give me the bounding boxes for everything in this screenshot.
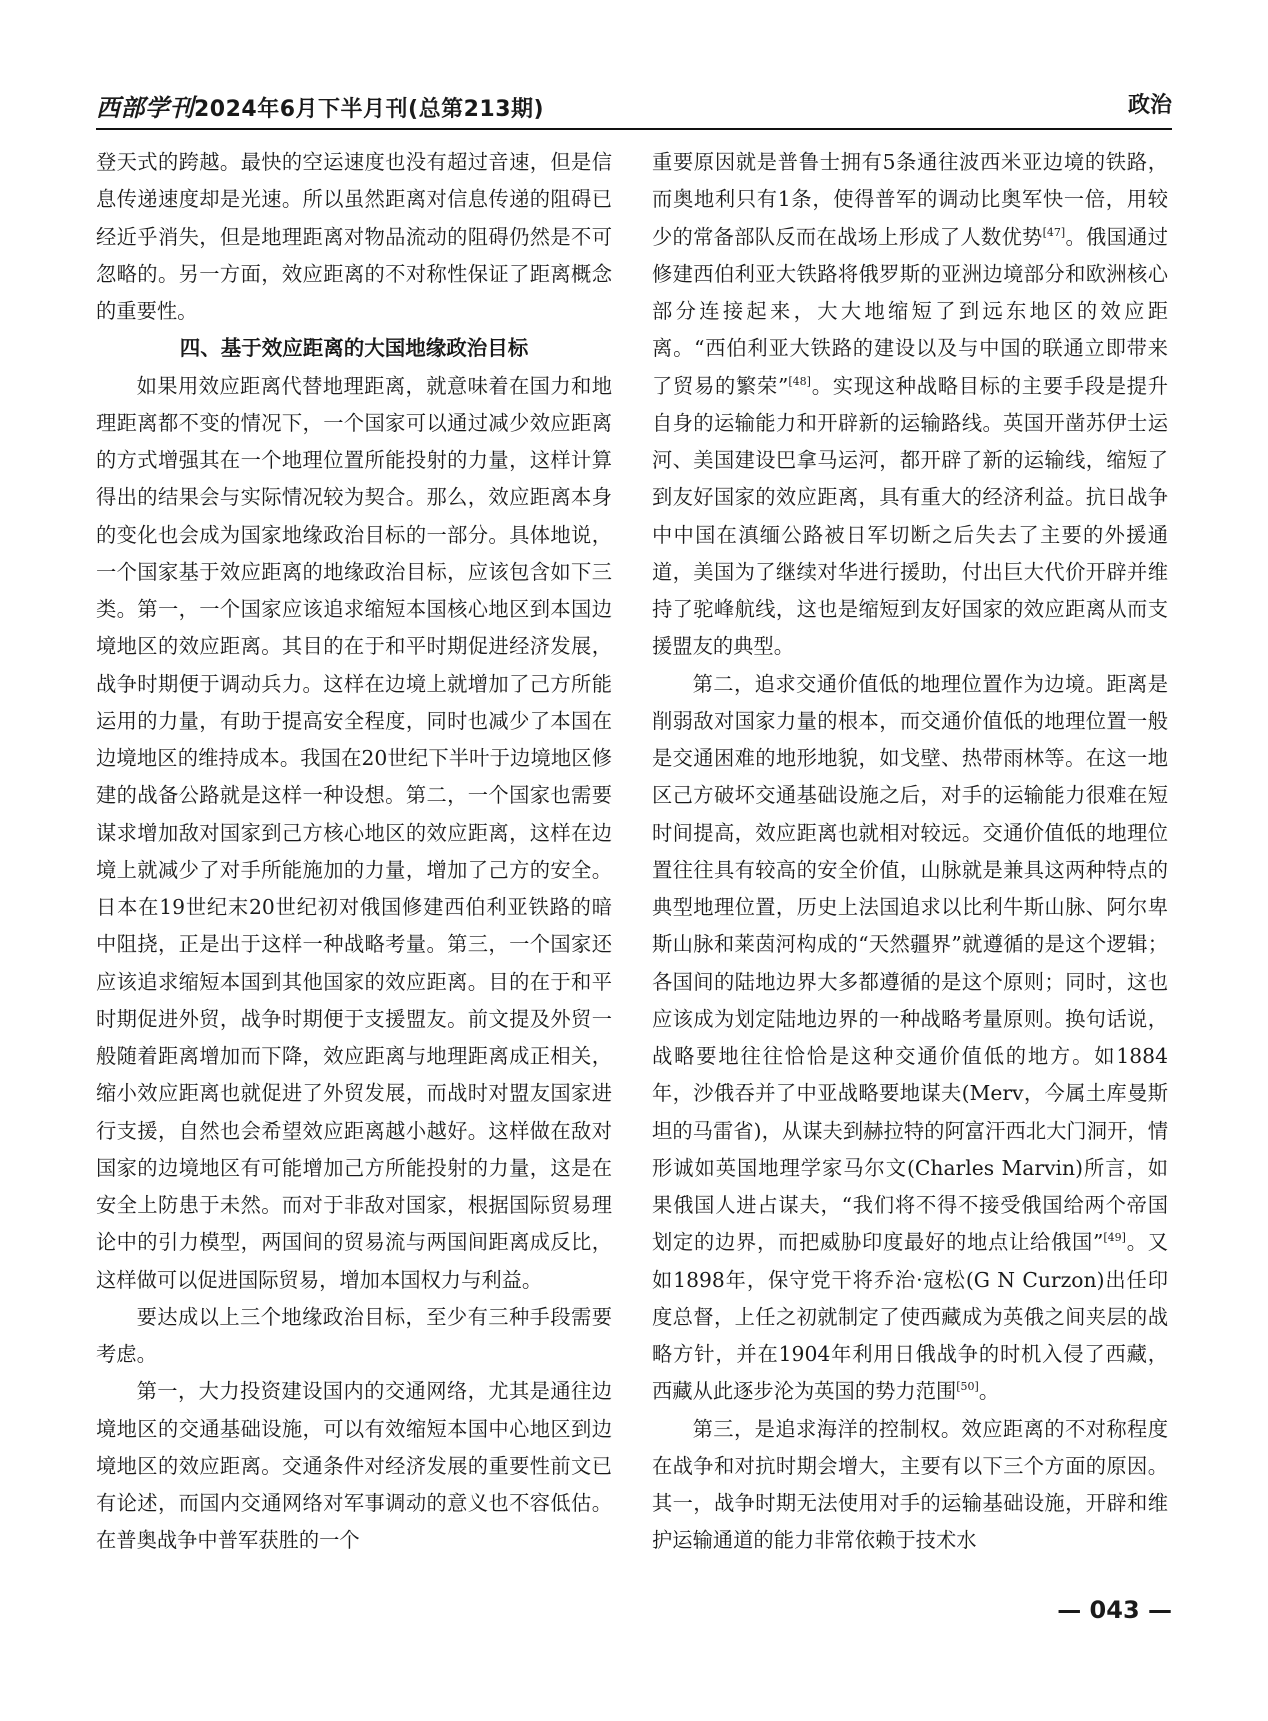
citation-ref: [47] — [1042, 225, 1066, 239]
citation-ref: [49] — [1103, 1231, 1126, 1245]
paragraph: 要达成以上三个地缘政治目标，至少有三种手段需要考虑。 — [96, 1304, 612, 1366]
right-column — [652, 144, 1168, 1560]
citation-ref: [48] — [788, 374, 811, 388]
text-run: 。 — [978, 1379, 1000, 1404]
section-label: 政治 — [1127, 93, 1172, 118]
citation-ref: [50] — [956, 1380, 979, 1394]
text-run: 。又如1898年，保守党干将乔治·寇松(G N Curzon)出任印度总督，上任之初就制定了使西藏成为英俄之间夹层的战略方针，并在1904年利用日俄战争的时机入侵了西藏，西藏从此逐步沦为英国的势力范围 — [652, 1230, 1168, 1404]
section-heading: 四、基于效应距离的大国地缘政治目标 — [179, 336, 529, 361]
issue-info: 2024年6月下半月刊(总第213期) — [194, 97, 545, 122]
paragraph: 第一，大力投资建设国内的交通网络，尤其是通往边境地区的交通基础设施，可以有效缩短本国中心地区到边境地区的效应距离。交通条件对经济发展的重要性前文已有论述，而国内交通网络对军事调动的意义也不容低估。在普奥战争中普军获胜的一个 — [96, 1379, 612, 1553]
page-number: — 043 — — [1057, 1596, 1172, 1624]
text-run: 第二，追求交通价值低的地理位置作为边境。距离是削弱敌对国家力量的根本，而交通价值低的地理位置一般是交通困难的地形地貌，如戈壁、热带雨林等。在这一地区己方破坏交通基础设施之后，对手的运输能力很难在短时间提高，效应距离也就相对较远。交通价值低的地理位置往往具有较高的安全价值，山脉就是兼具这两种特点的典型地理位置，历史上法国追求以比利牛斯山脉、阿尔卑斯山脉和莱茵河构成的“天然疆界”就遵循的是这个逻辑；各国间的陆地边界大多都遵循的是这个原则；同时，这也应该成为划定陆地边界的一种战略考量原则。换句话说，战略要地往往恰恰是这种交通价值低的地方。如1884年，沙俄吞并了中亚战略要地谋夫(Merv，今属土库曼斯坦的马雷省)，从谋夫到赫拉特的阿富汗西北大门洞开，情形诚如英国地理学家马尔文(Charles Marvin)所言，如果俄国人进占谋夫，“我们将不得不接受俄国给两个帝国划定的边界，而把威胁印度最好的地点让给俄国” — [652, 671, 1168, 1255]
text-run: 。俄国通过修建西伯利亚大铁路将俄罗斯的亚洲边境部分和欧洲核心部分连接起来，大大地缩短了到远东地区的效应距离。“西伯利亚大铁路的建设以及与中国的联通立即带来了贸易的繁荣” — [652, 224, 1168, 398]
left-column — [96, 144, 612, 1560]
journal-title — [96, 88, 544, 123]
paragraph — [652, 666, 1168, 1411]
paragraph: 登天式的跨越。最快的空运速度也没有超过音速，但是信息传递速度却是光速。所以虽然距离对信息传递的阻碍已经近乎消失，但是地理距离对物品流动的阻碍仍然是不可忽略的。另一方面，效应距离的不对称性保证了距离概念的重要性。 — [96, 150, 612, 323]
journal-logo: 西部学刊 — [96, 93, 194, 122]
paragraph — [652, 144, 1168, 666]
text-run: 重要原因就是普鲁士拥有5条通往波西米亚边境的铁路，而奥地利只有1条，使得普军的调动比奥军快一倍，用较少的常备部队反而在战场上形成了人数优势 — [652, 150, 1168, 249]
text-run: 。实现这种战略目标的主要手段是提升自身的运输能力和开辟新的运输路线。英国开凿苏伊士运河、美国建设巴拿马运河，都开辟了新的运输线，缩短了到友好国家的效应距离，具有重大的经济利益。抗日战争中中国在滇缅公路被日军切断之后失去了主要的外援通道，美国为了继续对华进行援助，付出巨大代价开辟并维持了驼峰航线，这也是缩短到友好国家的效应距离从而支援盟友的典型。 — [652, 373, 1168, 659]
running-header — [96, 88, 1172, 130]
paragraph: 如果用效应距离代替地理距离，就意味着在国力和地理距离都不变的情况下，一个国家可以通过减少效应距离的方式增强其在一个地理位置所能投射的力量，这样计算得出的结果会与实际情况较为契合。那么，效应距离本身的变化也会成为国家地缘政治目标的一部分。具体地说，一个国家基于效应距离的地缘政治目标，应该包含如下三类。第一，一个国家应该追求缩短本国核心地区到本国边境地区的效应距离。其目的在于和平时期促进经济发展，战争时期便于调动兵力。这样在边境上就增加了己方所能运用的力量，有助于提高安全程度，同时也减少了本国在边境地区的维持成本。我国在20世纪下半叶于边境地区修建的战备公路就是这样一种设想。第二，一个国家也需要谋求增加敌对国家到己方核心地区的效应距离，这样在边境上就减少了对手所能施加的力量，增加了己方的安全。日本在19世纪末20世纪初对俄国修建西伯利亚铁路的暗中阻挠，正是出于这样一种战略考量。第三，一个国家还应该追求缩短本国到其他国家的效应距离。目的在于和平时期促进外贸，战争时期便于支援盟友。前文提及外贸一般随着距离增加而下降，效应距离与地理距离成正相关，缩小效应距离也就促进了外贸发展，而战时对盟友国家进行支援，自然也会希望效应距离越小越好。这样做在敌对国家的边境地区有可能增加己方所能投射的力量，这是在安全上防患于未然。而对于非敌对国家，根据国际贸易理论中的引力模型，两国间的贸易流与两国间距离成反比，这样做可以促进国际贸易，增加本国权力与利益。 — [96, 373, 612, 1292]
paragraph: 第三，是追求海洋的控制权。效应距离的不对称程度在战争和对抗时期会增大，主要有以下三个方面的原因。其一，战争时期无法使用对手的运输基础设施，开辟和维护运输通道的能力非常依赖于技术水 — [652, 1416, 1168, 1553]
